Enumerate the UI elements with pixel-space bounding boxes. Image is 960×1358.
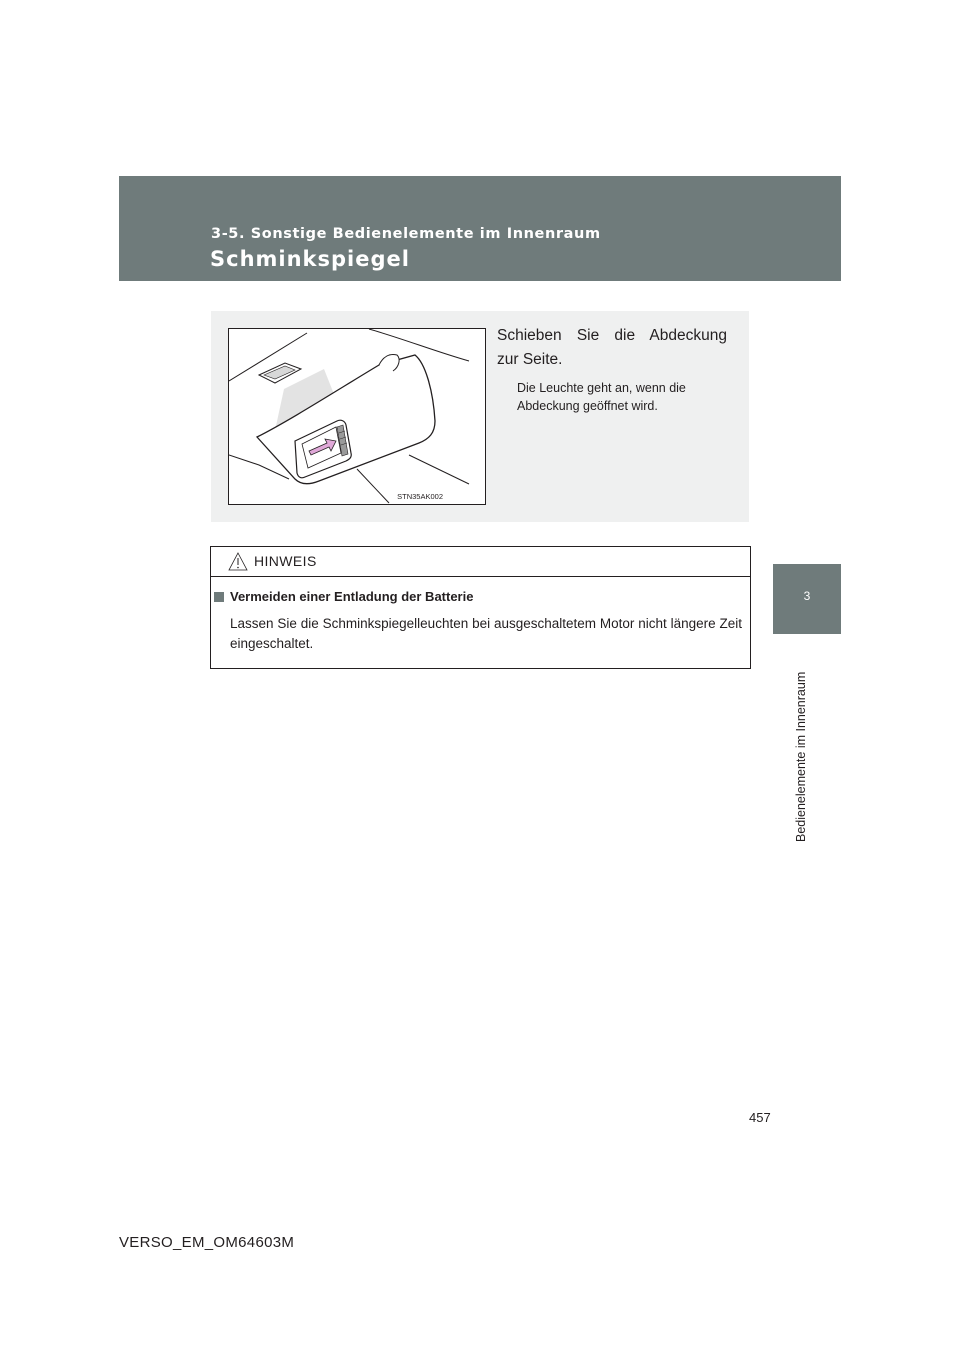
figure-box — [211, 311, 749, 522]
warning-triangle-icon — [228, 552, 248, 571]
page-title: Schminkspiegel — [210, 247, 410, 271]
chapter-side-label: Bedienelemente im Innenraum — [794, 671, 808, 842]
bullet-square-icon — [214, 592, 224, 602]
hinweis-heading-text: Vermeiden einer Entladung der Batterie — [230, 589, 474, 604]
step-instruction: Schieben Sie die Abdeckung — [497, 327, 727, 344]
hinweis-title: HINWEIS — [254, 553, 317, 569]
page-number: 457 — [749, 1110, 771, 1125]
chapter-number: 3 — [803, 589, 811, 603]
hinweis-text: Lassen Sie die Schminkspiegelleuchten bei ausgeschaltetem Motor nicht längere Zeit eingeschaltet. — [230, 616, 742, 651]
step-instruction-continued: zur Seite. — [497, 351, 563, 368]
hinweis-header — [211, 547, 750, 577]
figure-image-code: STN35AK002 — [397, 492, 443, 501]
chapter-tab — [773, 564, 841, 634]
step-note: Die Leuchte geht an, wenn die Abdeckung geöffnet wird. — [517, 381, 686, 413]
section-label: 3-5. Sonstige Bedienelemente im Innenraum — [211, 226, 601, 242]
document-code: VERSO_EM_OM64603M — [119, 1234, 295, 1251]
hinweis-heading — [214, 589, 473, 604]
hinweis-box — [210, 546, 751, 669]
vanity-mirror-illustration — [228, 328, 486, 505]
header-band — [119, 176, 841, 281]
